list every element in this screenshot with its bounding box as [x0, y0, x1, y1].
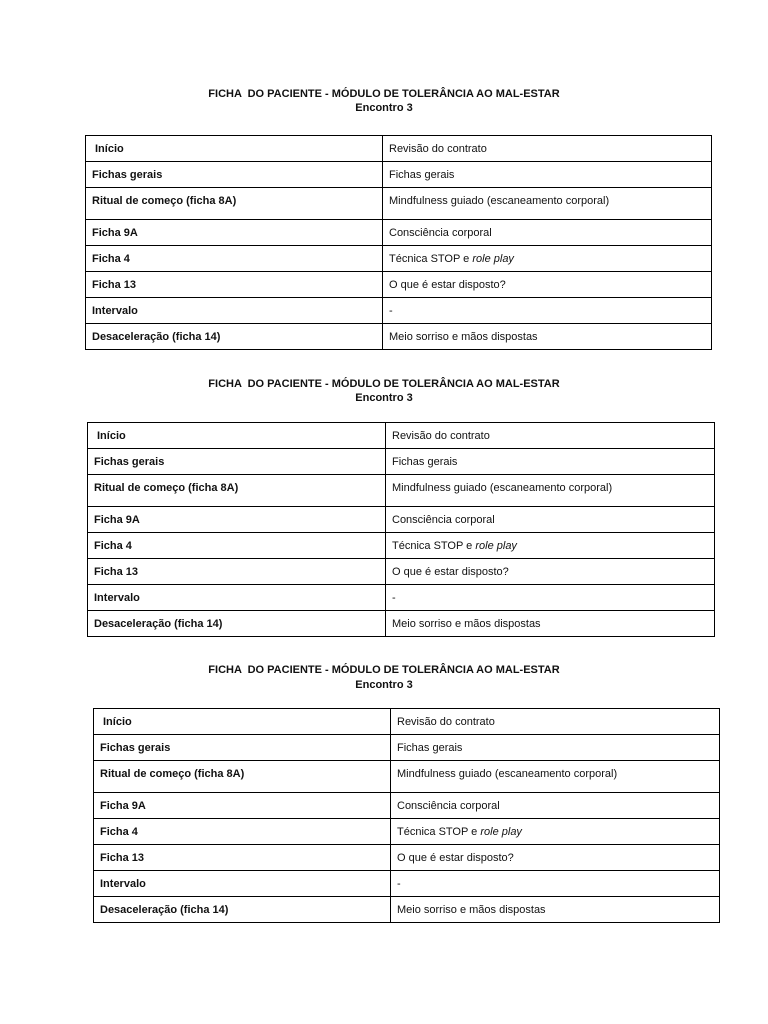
row-label: Intervalo — [94, 871, 391, 897]
row-value: Mindfulness guiado (escaneamento corporal) — [383, 188, 712, 220]
table-row — [88, 507, 715, 533]
row-value — [383, 246, 712, 272]
row-value: Consciência corporal — [383, 220, 712, 246]
table-row — [86, 272, 712, 298]
table-row — [94, 845, 720, 871]
row-label: Ficha 4 — [86, 246, 383, 272]
row-value: Revisão do contrato — [383, 136, 712, 162]
row-label: Desaceleração (ficha 14) — [94, 897, 391, 923]
row-label: Início — [94, 709, 391, 735]
row-value: Meio sorriso e mãos dispostas — [383, 324, 712, 350]
row-label: Ficha 13 — [88, 559, 386, 585]
row-label: Ficha 9A — [94, 793, 391, 819]
row-value: - — [391, 871, 720, 897]
row-label: Fichas gerais — [86, 162, 383, 188]
row-label: Ficha 4 — [94, 819, 391, 845]
table-row — [86, 324, 712, 350]
row-label: Ficha 9A — [86, 220, 383, 246]
table-row — [88, 533, 715, 559]
row-value: Revisão do contrato — [386, 423, 715, 449]
row-label: Ficha 9A — [88, 507, 386, 533]
table-row — [86, 298, 712, 324]
row-value: O que é estar disposto? — [391, 845, 720, 871]
row-value: - — [386, 585, 715, 611]
row-value: - — [383, 298, 712, 324]
row-value: Mindfulness guiado (escaneamento corporal) — [391, 761, 720, 793]
row-value: Consciência corporal — [386, 507, 715, 533]
row-value — [386, 533, 715, 559]
row-value: O que é estar disposto? — [383, 272, 712, 298]
table-row — [94, 897, 720, 923]
table-row — [88, 611, 715, 637]
table-row — [94, 761, 720, 793]
row-label: Ficha 4 — [88, 533, 386, 559]
row-label: Ficha 13 — [94, 845, 391, 871]
row-label: Ficha 13 — [86, 272, 383, 298]
section-title: FICHA DO PACIENTE - MÓDULO DE TOLERÂNCIA AO MAL-ESTAR — [208, 664, 560, 676]
row-value: Meio sorriso e mãos dispostas — [386, 611, 715, 637]
section-subtitle: Encontro 3 — [355, 392, 413, 404]
table-row — [86, 220, 712, 246]
row-value-italic: role play — [475, 539, 517, 552]
row-label: Intervalo — [88, 585, 386, 611]
table-row — [86, 188, 712, 220]
section-title: FICHA DO PACIENTE - MÓDULO DE TOLERÂNCIA AO MAL-ESTAR — [208, 378, 560, 390]
row-value — [391, 819, 720, 845]
table-row — [88, 559, 715, 585]
row-value-text: Técnica STOP e — [389, 252, 473, 265]
section-subtitle: Encontro 3 — [355, 679, 413, 691]
row-value: Revisão do contrato — [391, 709, 720, 735]
row-value-italic: role play — [472, 252, 514, 265]
table-row — [88, 475, 715, 507]
row-value: Meio sorriso e mãos dispostas — [391, 897, 720, 923]
session-table — [85, 135, 712, 350]
row-value: Consciência corporal — [391, 793, 720, 819]
table-row — [88, 585, 715, 611]
session-table — [93, 708, 720, 923]
row-label: Fichas gerais — [94, 735, 391, 761]
table-row — [86, 162, 712, 188]
row-label: Fichas gerais — [88, 449, 386, 475]
row-value-text: Técnica STOP e — [397, 825, 481, 838]
row-label: Intervalo — [86, 298, 383, 324]
table-row — [94, 735, 720, 761]
section-subtitle: Encontro 3 — [355, 102, 413, 114]
row-value: O que é estar disposto? — [386, 559, 715, 585]
table-row — [94, 819, 720, 845]
table-row — [88, 423, 715, 449]
row-value-italic: role play — [480, 825, 522, 838]
table-row — [86, 136, 712, 162]
row-value-text: Técnica STOP e — [392, 539, 476, 552]
row-value: Fichas gerais — [386, 449, 715, 475]
session-table — [87, 422, 715, 637]
row-label: Início — [86, 136, 383, 162]
section-title: FICHA DO PACIENTE - MÓDULO DE TOLERÂNCIA AO MAL-ESTAR — [208, 88, 560, 100]
row-label: Ritual de começo (ficha 8A) — [94, 761, 391, 793]
row-label: Ritual de começo (ficha 8A) — [86, 188, 383, 220]
table-row — [94, 709, 720, 735]
table-row — [94, 871, 720, 897]
table-row — [94, 793, 720, 819]
row-value: Fichas gerais — [391, 735, 720, 761]
row-label: Desaceleração (ficha 14) — [88, 611, 386, 637]
row-label: Desaceleração (ficha 14) — [86, 324, 383, 350]
table-row — [86, 246, 712, 272]
row-label: Ritual de começo (ficha 8A) — [88, 475, 386, 507]
row-label: Início — [88, 423, 386, 449]
table-row — [88, 449, 715, 475]
row-value: Fichas gerais — [383, 162, 712, 188]
row-value: Mindfulness guiado (escaneamento corporal) — [386, 475, 715, 507]
